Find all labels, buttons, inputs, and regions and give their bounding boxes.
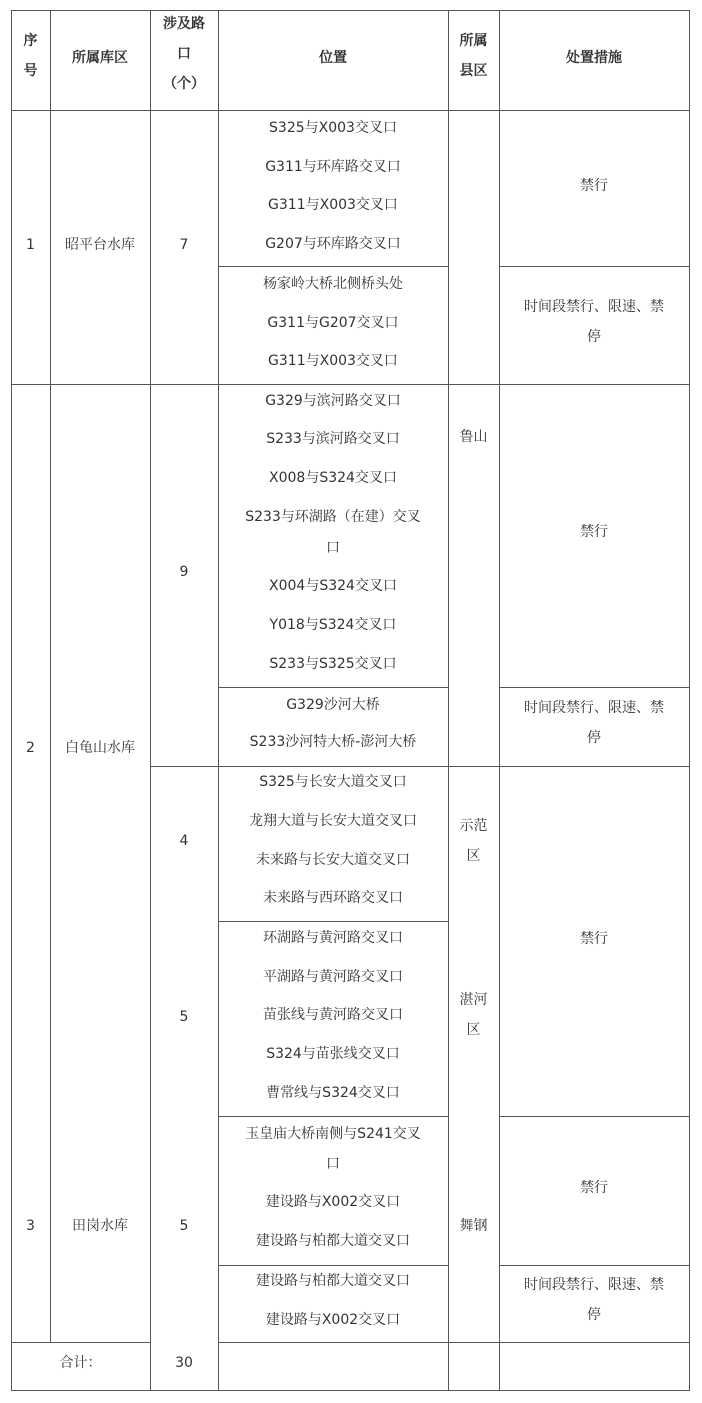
grid-line <box>218 266 448 267</box>
grid-line <box>11 10 689 11</box>
measure-cell: 禁行 <box>580 178 608 194</box>
reservoir-cell: 白龟山水库 <box>65 740 135 756</box>
count-cell: 5 <box>179 1218 189 1234</box>
measure-cell <box>499 297 689 347</box>
header-location: 位置 <box>319 50 347 66</box>
location-item: 未来路与长安大道交叉口 <box>256 852 410 868</box>
location-item: 建设路与X002交叉口 <box>265 1312 401 1328</box>
grid-line <box>499 687 689 688</box>
location-item: S233与S325交叉口 <box>269 656 397 672</box>
measure-line: 停 <box>587 1307 601 1323</box>
location-item: 未来路与西环路交叉口 <box>263 890 403 906</box>
grid-line <box>150 10 151 1391</box>
header-count-line: 口 <box>177 46 191 62</box>
location-item: G311与G207交叉口 <box>267 315 399 331</box>
measure-cell <box>499 1275 689 1325</box>
location-item: S233与环湖路（在建）交叉 <box>245 509 421 525</box>
header-county-line: 县区 <box>459 63 488 79</box>
location-item: 平湖路与黄河路交叉口 <box>263 969 403 985</box>
grid-line <box>150 766 689 767</box>
location-item: S324与苗张线交叉口 <box>266 1046 400 1062</box>
measure-cell: 禁行 <box>580 1180 608 1196</box>
header-reservoir: 所属库区 <box>72 50 128 66</box>
location-item: 口 <box>326 540 340 556</box>
grid-line <box>499 1116 689 1117</box>
county-line: 湛河 <box>459 992 488 1008</box>
grid-line <box>11 10 12 1391</box>
grid-line <box>689 10 690 1391</box>
grid-line <box>11 1390 689 1391</box>
measure-line: 停 <box>587 329 601 345</box>
measure-cell <box>499 698 689 748</box>
location-item: 杨家岭大桥北侧桥头处 <box>263 276 403 292</box>
grid-line <box>218 1116 448 1117</box>
reservoir-cell: 昭平台水库 <box>65 237 135 253</box>
header-county-line: 所属 <box>459 33 488 49</box>
header-seq-line: 号 <box>23 63 38 79</box>
location-item: 建设路与X002交叉口 <box>265 1194 401 1210</box>
reservoir-cell: 田岗水库 <box>72 1218 128 1234</box>
county-cell: 鲁山 <box>459 429 488 445</box>
location-item: G311与环库路交叉口 <box>265 159 401 175</box>
header-seq-line: 序 <box>23 33 38 49</box>
seq-cell: 2 <box>26 740 35 756</box>
location-item: 建设路与柏都大道交叉口 <box>256 1233 410 1249</box>
header-count <box>150 14 218 94</box>
header-count-line: （个） <box>163 76 205 92</box>
total-value: 30 <box>175 1355 193 1371</box>
location-item: 曹常线与S324交叉口 <box>266 1085 400 1101</box>
measure-line: 时间段禁行、限速、禁 <box>524 700 664 716</box>
county-cell: 舞钢 <box>459 1218 488 1234</box>
location-item: X004与S324交叉口 <box>269 578 397 594</box>
location-item: 环湖路与黄河路交叉口 <box>263 930 403 946</box>
county-line: 示范 <box>459 818 488 834</box>
grid-line <box>50 10 51 1343</box>
location-item: G207与环库路交叉口 <box>265 236 401 252</box>
measure-line: 停 <box>587 730 601 746</box>
measure-line: 时间段禁行、限速、禁 <box>524 299 664 315</box>
grid-line <box>218 1342 689 1343</box>
location-item: 龙翔大道与长安大道交叉口 <box>249 813 417 829</box>
location-item: S325与长安大道交叉口 <box>259 774 407 790</box>
total-label: 合计： <box>59 1355 102 1371</box>
seq-cell: 1 <box>26 237 35 253</box>
location-item: G329与滨河路交叉口 <box>265 393 401 409</box>
grid-line <box>499 266 689 267</box>
location-item: G311与X003交叉口 <box>268 353 398 369</box>
location-item: 口 <box>326 1156 340 1172</box>
count-cell: 9 <box>179 564 189 580</box>
location-item: 苗张线与黄河路交叉口 <box>263 1007 403 1023</box>
location-item: Y018与S324交叉口 <box>269 617 397 633</box>
count-cell: 4 <box>179 833 189 849</box>
grid-line <box>448 10 449 1391</box>
county-line: 区 <box>466 848 481 864</box>
grid-line <box>218 687 448 688</box>
location-item: G311与X003交叉口 <box>268 197 398 213</box>
header-seq <box>11 31 50 81</box>
county-cell <box>448 990 499 1040</box>
grid-line <box>11 110 689 111</box>
grid-line <box>218 921 448 922</box>
location-item: 建设路与柏都大道交叉口 <box>256 1273 410 1289</box>
location-item: G329沙河大桥 <box>286 697 380 713</box>
count-cell: 7 <box>179 237 189 253</box>
grid-line <box>11 384 689 385</box>
header-county <box>448 31 499 81</box>
header-count-line: 涉及路 <box>163 16 205 32</box>
count-cell: 5 <box>179 1009 189 1025</box>
location-item: S233沙河特大桥-澎河大桥 <box>249 734 417 750</box>
header-measure: 处置措施 <box>566 50 622 66</box>
location-item: S233与滨河路交叉口 <box>266 431 400 447</box>
measure-line: 时间段禁行、限速、禁 <box>524 1277 664 1293</box>
grid-line <box>499 1265 689 1266</box>
seq-cell: 3 <box>26 1218 35 1234</box>
location-item: S325与X003交叉口 <box>269 120 397 136</box>
location-item: X008与S324交叉口 <box>269 470 397 486</box>
county-line: 区 <box>466 1022 481 1038</box>
grid-line <box>11 1342 150 1343</box>
location-item: 玉皇庙大桥南侧与S241交叉 <box>245 1126 421 1142</box>
measure-cell: 禁行 <box>580 931 608 947</box>
grid-line <box>218 1265 448 1266</box>
measure-cell: 禁行 <box>580 524 608 540</box>
county-cell <box>448 816 499 866</box>
